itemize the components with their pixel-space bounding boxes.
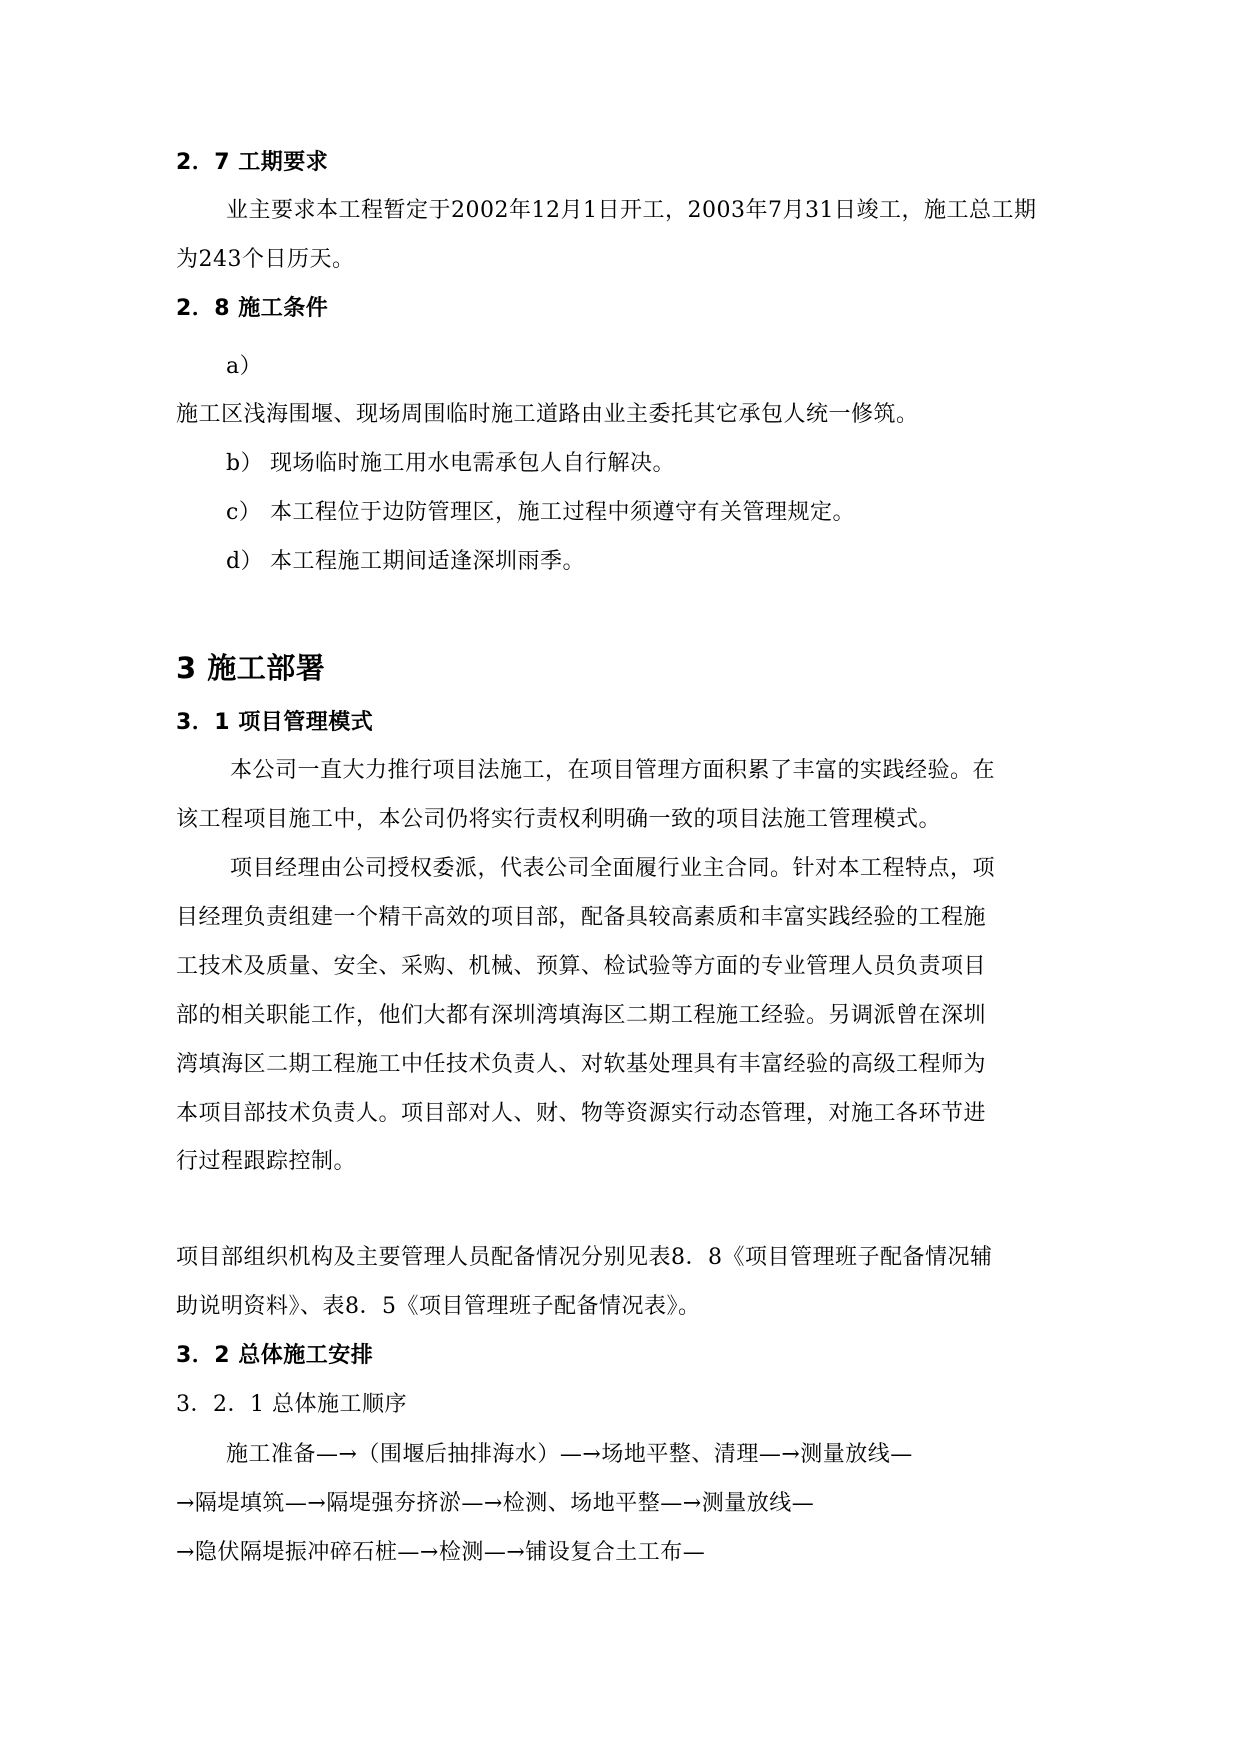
section-heading-2-7: 2．7 工期要求 xyxy=(176,150,329,175)
section-heading-3-1: 3．1 项目管理模式 xyxy=(176,710,374,735)
list-item-text-d: 本工程施工期间适逢深圳雨季。 xyxy=(270,549,586,574)
list-item-d xyxy=(226,547,585,577)
paragraph-line: 项目经理由公司授权委派，代表公司全面履行业主合同。针对本工程特点，项 xyxy=(230,856,996,881)
paragraph-line: 本项目部技术负责人。项目部对人、财、物等资源实行动态管理，对施工各环节进 xyxy=(176,1101,987,1126)
list-item-c xyxy=(226,498,855,528)
flow-line: →隔堤填筑—→隔堤强夯挤淤—→检测、场地平整—→测量放线— xyxy=(176,1491,815,1516)
paragraph-line: 本公司一直大力推行项目法施工，在项目管理方面积累了丰富的实践经验。在 xyxy=(230,758,996,783)
subsection-heading-3-2-1: 3．2．1 总体施工顺序 xyxy=(176,1392,407,1417)
paragraph-line: 助说明资料》、表8．5《项目管理班子配备情况表》。 xyxy=(176,1294,701,1319)
paragraph-line: 部的相关职能工作，他们大都有深圳湾填海区二期工程施工经验。另调派曾在深圳 xyxy=(176,1003,987,1028)
list-item-b xyxy=(226,449,675,479)
paragraph-line: 湾填海区二期工程施工中任技术负责人、对软基处理具有丰富经验的高级工程师为 xyxy=(176,1052,987,1077)
chapter-heading-3: 3 施工部署 xyxy=(176,651,326,685)
flow-line: →隐伏隔堤振冲碎石桩—→检测—→铺设复合土工布— xyxy=(176,1540,706,1565)
paragraph-line: 项目部组织机构及主要管理人员配备情况分别见表8．8《项目管理班子配备情况辅 xyxy=(176,1245,993,1270)
flow-line: 施工准备—→（围堰后抽排海水）—→场地平整、清理—→测量放线— xyxy=(226,1442,913,1467)
list-item-marker-b: b） xyxy=(226,451,264,476)
paragraph-line: 为243个日历天。 xyxy=(176,247,355,272)
paragraph-line: 行过程跟踪控制。 xyxy=(176,1149,357,1174)
paragraph-line: 工技术及质量、安全、采购、机械、预算、检试验等方面的专业管理人员负责项目 xyxy=(176,954,987,979)
list-item-text-a: 施工区浅海围堰、现场周围临时施工道路由业主委托其它承包人统一修筑。 xyxy=(176,402,919,427)
list-item-text-c: 本工程位于边防管理区，施工过程中须遵守有关管理规定。 xyxy=(270,500,856,525)
list-item-marker-a: a） xyxy=(226,354,263,379)
paragraph-line: 该工程项目施工中，本公司仍将实行责权利明确一致的项目法施工管理模式。 xyxy=(176,807,942,832)
paragraph-line: 业主要求本工程暂定于2002年12月1日开工，2003年7月31日竣工，施工总工期 xyxy=(226,198,1037,223)
section-heading-3-2: 3．2 总体施工安排 xyxy=(176,1343,374,1368)
paragraph-line: 目经理负责组建一个精干高效的项目部，配备具较高素质和丰富实践经验的工程施 xyxy=(176,905,987,930)
list-item-marker-d: d） xyxy=(226,549,264,574)
section-heading-2-8: 2．8 施工条件 xyxy=(176,296,329,321)
list-item-text-b: 现场临时施工用水电需承包人自行解决。 xyxy=(270,451,676,476)
list-item-marker-c: c） xyxy=(226,500,262,525)
